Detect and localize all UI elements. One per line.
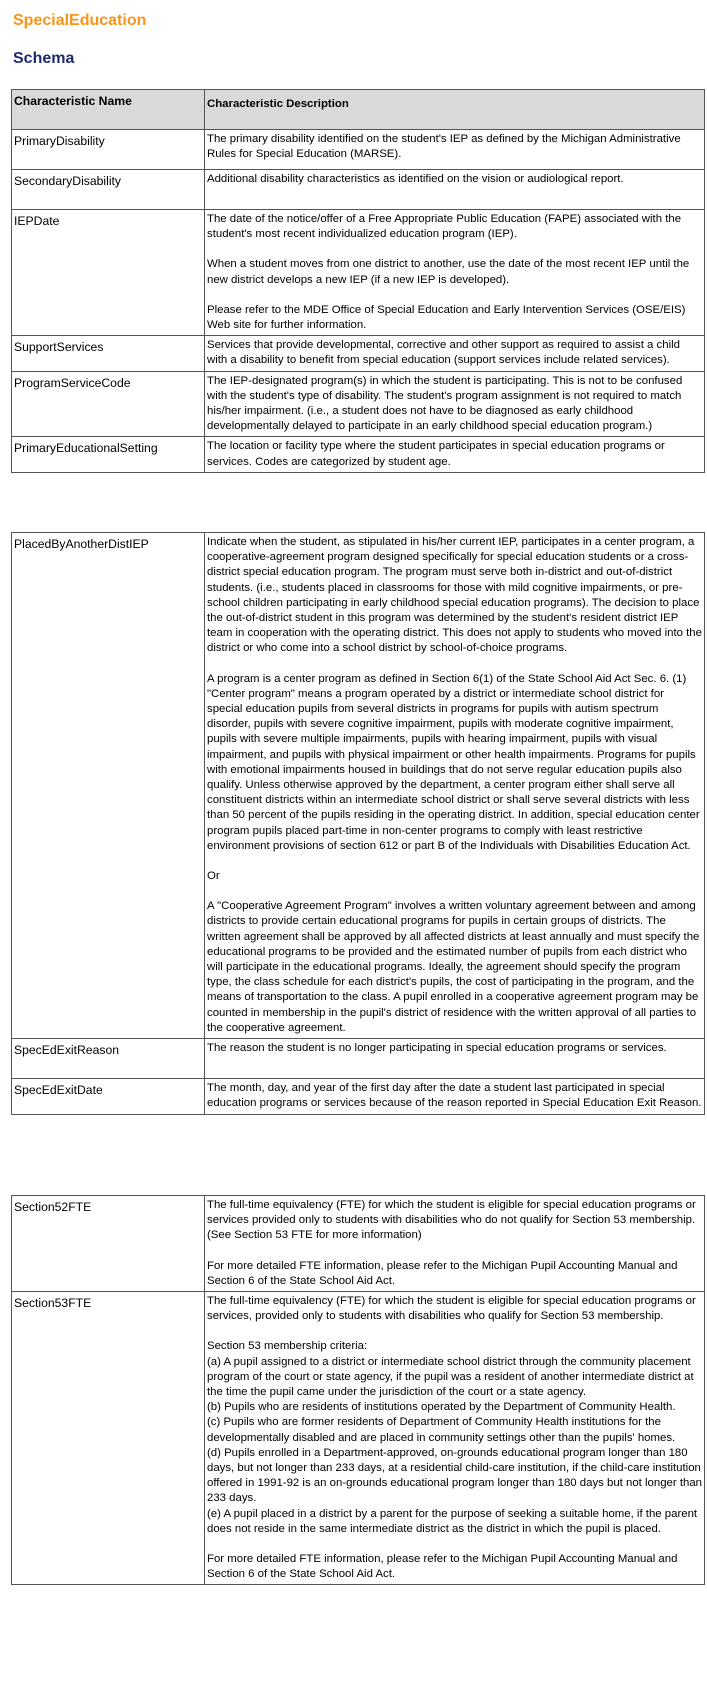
criteria-item: (e) A pupil placed in a district by a parent for the purpose of seeking a suitable home, if the parent does not reside in the same intermediate district as the district in which the pupil is placed.: [207, 1507, 698, 1535]
characteristic-description: [205, 371, 705, 437]
table-header-row: [12, 90, 705, 130]
description-paragraph: Indicate when the student, as stipulated in his/her current IEP, participates in a center program, a cooperative-agreement program designed specifically for special education students or a cross-district special education program. The program must serve both in-district and out-of-district students. (i.e., students placed in classrooms for those with mild cognitive impairments, or pre-school children participating in early childhood special education programs). The decision to place the out-of-district student in this program was determined by the student's resident district IEP team in cooperation with the operating district. This does not apply to students who moved into the district or who come into a school district by school-of-choice programs.: [207, 536, 702, 655]
schema-table-part-1: [11, 89, 705, 473]
characteristic-description: [205, 210, 705, 336]
table-row: [12, 1039, 705, 1079]
description-paragraph: Additional disability characteristics as identified on the vision or audiological report.: [207, 173, 624, 185]
schema-table-part-2: [11, 532, 705, 1115]
criteria-item: (a) A pupil assigned to a district or intermediate school district through the community placement program of the court or state agency, if the pupil was a resident of another intermediate district at the time the pupil came under the jurisdiction of the court or a state agency.: [207, 1355, 694, 1399]
page-title: SpecialEducation: [13, 12, 147, 29]
characteristic-name: ProgramServiceCode: [12, 371, 205, 437]
description-paragraph: A "Cooperative Agreement Program" involves a written voluntary agreement between and among districts to provide certain educational programs for pupils in certain groups of districts. The written agreement shall be approved by all affected districts at least annually and must specify the educational programs to be provided and the estimated number of pupils from each district who will participate in the educational programs. Ideally, the agreement should specify the program type, the class schedule for each district's pupils, the cost of participating in the program, and the means of transportation to the class. A pupil enrolled in a cooperative agreement program may be counted in membership in the pupil's district of residence with the written approval of all parties to the cooperative agreement.: [207, 900, 700, 1034]
characteristic-description: [205, 1292, 705, 1585]
characteristic-name: IEPDate: [12, 210, 205, 336]
table-row: [12, 130, 705, 170]
description-paragraph: The location or facility type where the student participates in special education programs or services. Codes are categorized by student age.: [207, 440, 665, 468]
characteristic-name: PlacedByAnotherDistIEP: [12, 533, 205, 1039]
characteristic-name: Section52FTE: [12, 1196, 205, 1292]
characteristic-name: PrimaryDisability: [12, 130, 205, 170]
characteristic-description: [205, 1039, 705, 1079]
description-paragraph: Or: [207, 870, 220, 883]
description-paragraph: Section 53 membership criteria:: [207, 1340, 368, 1353]
characteristic-name: PrimaryEducationalSetting: [12, 437, 205, 472]
table-row: [12, 371, 705, 437]
description-paragraph: The primary disability identified on the student's IEP as defined by the Michigan Administrative Rules for Special Education (MARSE).: [207, 133, 681, 161]
header-characteristic-description: Characteristic Description: [205, 90, 705, 130]
table-row: [12, 210, 705, 336]
description-paragraph: The month, day, and year of the first day after the date a student last participated in special education programs or services because of the reason reported in Special Education Exit Reason.: [207, 1082, 702, 1110]
description-paragraph: When a student moves from one district to another, use the date of the most recent IEP until the new district develops a new IEP (if a new IEP is developed).: [207, 258, 690, 286]
table-row: [12, 336, 705, 371]
characteristic-description: [205, 1079, 705, 1114]
description-paragraph: The date of the notice/offer of a Free Appropriate Public Education (FAPE) associated with the student's most recent individualized education program (IEP).: [207, 213, 682, 241]
description-paragraph: For more detailed FTE information, please refer to the Michigan Pupil Accounting Manual and Section 6 of the State School Aid Act.: [207, 1259, 678, 1287]
characteristic-description: [205, 437, 705, 472]
table-row: [12, 1292, 705, 1585]
table-row: [12, 170, 705, 210]
characteristic-description: [205, 336, 705, 371]
table-row: [12, 437, 705, 472]
characteristic-description: [205, 533, 705, 1039]
criteria-item: (d) Pupils enrolled in a Department-approved, on-grounds educational program longer than 180 days, but not longer than 233 days, at a residential child-care institution, if the child-care institution offered in 1991-92 is an on-grounds educational program longer than 180 days but not longer than 233 days.: [207, 1446, 702, 1505]
characteristic-description: [205, 1196, 705, 1292]
description-paragraph: A program is a center program as defined in Section 6(1) of the State School Aid Act Sec. 6. (1) "Center program" means a program operated by a district or intermediate school district for special education pupils from several districts in programs for pupils with autism spectrum disorder, pupils with severe cognitive impairment, pupils with moderate cognitive impairment, pupils with severe multiple impairments, pupils with hearing impairment, pupils with visual impairment, and pupils with physical impairment or other health impairments. Programs for pupils with emotional impairments housed in buildings that do not serve regular education pupils also qualify. Unless otherwise approved by the department, a center program either shall serve all constituent districts within an intermediate school district or shall serve several districts with less than 50 percent of the pupils residing in the operating district. In addition, special education center program pupils placed part-time in non-center programs to comply with least restrictive environment provisions of section 612 or part B of the Individuals with Disabilities Education Act.: [207, 672, 700, 852]
description-paragraph: Please refer to the MDE Office of Special Education and Early Intervention Services (OSE/EIS) Web site for further information.: [207, 303, 686, 332]
characteristic-name: Section53FTE: [12, 1292, 205, 1585]
description-paragraph: The IEP-designated program(s) in which the student is participating. This is not to be confused with the student's type of disability. The student's program assignment is not required to match his/her impairment. (i.e., a student does not have to be diagnosed as early childhood developmentally delayed to participate in an early childhood special education program.): [207, 374, 683, 433]
description-paragraph: The full-time equivalency (FTE) for which the student is eligible for special education programs or services provided only to students with disabilities who do not qualify for Section 53 membership. (See Section 53 FTE for more information): [207, 1199, 696, 1242]
table-row: [12, 533, 705, 1039]
schema-heading: Schema: [13, 50, 75, 67]
characteristic-description: [205, 130, 705, 170]
criteria-item: (b) Pupils who are residents of institutions operated by the Department of Community Health.: [207, 1401, 676, 1414]
characteristic-name: SpecEdExitDate: [12, 1079, 205, 1114]
description-paragraph: The full-time equivalency (FTE) for which the student is eligible for special education programs or services, provided only to students with disabilities who qualify for Section 53 membership.: [207, 1295, 696, 1323]
characteristic-name: SupportServices: [12, 336, 205, 371]
table-row: [12, 1079, 705, 1114]
characteristic-description: [205, 170, 705, 210]
table-row: [12, 1196, 705, 1292]
description-paragraph: For more detailed FTE information, please refer to the Michigan Pupil Accounting Manual and Section 6 of the State School Aid Act.: [207, 1553, 678, 1581]
description-paragraph: Services that provide developmental, corrective and other support as required to assist a child with a disability to benefit from special education (support services include related services).: [207, 339, 680, 367]
header-characteristic-name: Characteristic Name: [12, 90, 205, 130]
characteristic-name: SpecEdExitReason: [12, 1039, 205, 1079]
characteristic-name: SecondaryDisability: [12, 170, 205, 210]
criteria-item: (c) Pupils who are former residents of Department of Community Health institutions for the developmentally disabled and are placed in community settings other than the pupils' homes.: [207, 1416, 676, 1444]
schema-table-part-3: [11, 1195, 705, 1585]
description-paragraph: The reason the student is no longer participating in special education programs or services.: [207, 1042, 667, 1055]
